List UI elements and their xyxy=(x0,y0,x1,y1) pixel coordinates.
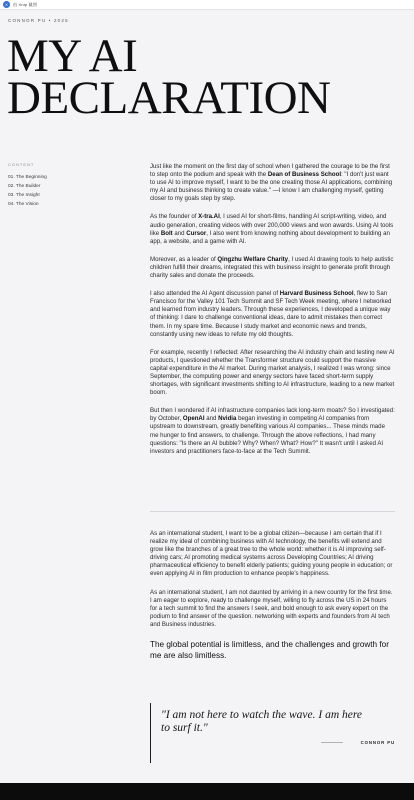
screenshot-toolbar xyxy=(0,0,414,10)
quote-text: "I am not here to watch the wave. I am here to surf it." xyxy=(161,709,363,734)
table-of-contents xyxy=(8,162,98,209)
toolbar-title: 由 Xnip 截图 xyxy=(13,1,38,7)
author-byline: CONNOR PU • 2025 xyxy=(8,18,69,23)
xnip-logo-icon: X xyxy=(3,1,10,8)
paragraph-dean: Just like the moment on the first day of school when I gathered the courage to be the first to step onto the podium and speak with the Dean of Business School: "I don't just want to use AI to improve myself, I want to be the one creating those AI applications, combining my AI and business thinking to create value." —I know I am challenging myself, getting closer to my goals step by step. xyxy=(150,163,393,203)
paragraph-charity: Moreover, as a leader of Qingzhu Welfare Charity, I used AI drawing tools to help autistic children fulfill their dreams, integrated this with business insight to generate profit through charity sales and donate the proceeds. xyxy=(150,255,394,280)
toc-item-beginning[interactable]: 01. The Beginning xyxy=(8,175,47,180)
toc-item-insight[interactable]: 03. The Insight xyxy=(8,193,40,198)
quote-attribution-rule xyxy=(321,742,343,743)
section-divider xyxy=(150,511,395,512)
paragraph-harvard: I also attended the AI Agent discussion panel of Harvard Business School, flew to San Francisco for the Valley 101 Tech Summit and SF Tech Week meeting, where I networked and learned from industry leaders. Through these experiences, I developed a unique way of thinking: I dare to challenge conventional ideas, dare to admit mistakes then correct them. In my spare time. Because I study market and economic news and trends, constantly using new ideas to refute my old thoughts. xyxy=(150,290,392,338)
page-title-line-2: DECLARATION xyxy=(7,72,331,124)
toc-heading: CONTENT xyxy=(8,162,35,167)
article-section-2 xyxy=(150,530,395,675)
footer-bar xyxy=(0,783,414,800)
article-section-1 xyxy=(150,163,395,466)
quote-author: CONNOR PU xyxy=(360,740,395,745)
page-title-line-1: MY AI xyxy=(7,30,138,82)
paragraph-founder: As the founder of X-tra.AI, I used AI for short-films, handling AI script-writing, video, and audio generation, creating videos with over 200,000 views and won awards. Using AI tools like Bolt and Cursor, I also went from knowing nothing about development to building an app, a website, and a game with AI. xyxy=(150,213,394,245)
paragraph-international-student: As an international student, I am not daunted by arriving in a new country for the first time. I am eager to explore, ready to challenge myself, willing to fly across the US in 24 hours for a tech summit to find the answers I seek, and bold enough to ask every expert on the podium to find answer of the question. networking with experts and founders from AI tech and Business industries. xyxy=(150,588,393,628)
page-title xyxy=(7,30,407,124)
lead-statement: The global potential is limitless, and the challenges and growth for me are also limitless. xyxy=(150,640,389,661)
paragraph-investigation: But then I wondered if AI infrastructure companies lack long-term moats? So I investigated: by October, OpenAI and Nvidia began investing in competing AI companies from upstream to downstream, greatly benefiting various AI companies... These minds made me hunger to find answers, to challenge. Through the above reflections, I had many questions: "Is there an AI bubble? Why? When? What? How?" It wasn't until I asked AI investors and practitioners face-to-face at the Tech Summit. xyxy=(150,407,395,455)
toc-item-builder[interactable]: 02. The Builder xyxy=(8,184,41,189)
paragraph-reflection: For example, recently I reflected: After researching the AI industry chain and testing new AI products, I questioned whether the Transformer structure could support the massive capital expenditure in the AI market. During market analysis, I realized I was wrong: since September, the computing power and energy sectors have faced short-term supply shortages, with significant investments shifting to AI infrastructure, leading to a new market boom. xyxy=(150,348,395,397)
toc-item-vision[interactable]: 04. The Vision xyxy=(8,202,39,207)
pull-quote xyxy=(150,703,395,763)
paragraph-global-citizen: As an international student, I want to be a global citizen—because I am certain that if I realize my ideal of combining business with AI technology, the benefits will extend and grow like the branches of a great tree to the whole world: whether it is AI improving self-driving cars; AI promoting medical systems across Developing Countries; AI driving pharmaceutical efficiency to benefit elderly patients; guiding young people in education; or even applying AI in film production to enhance people's happiness. xyxy=(150,530,393,578)
